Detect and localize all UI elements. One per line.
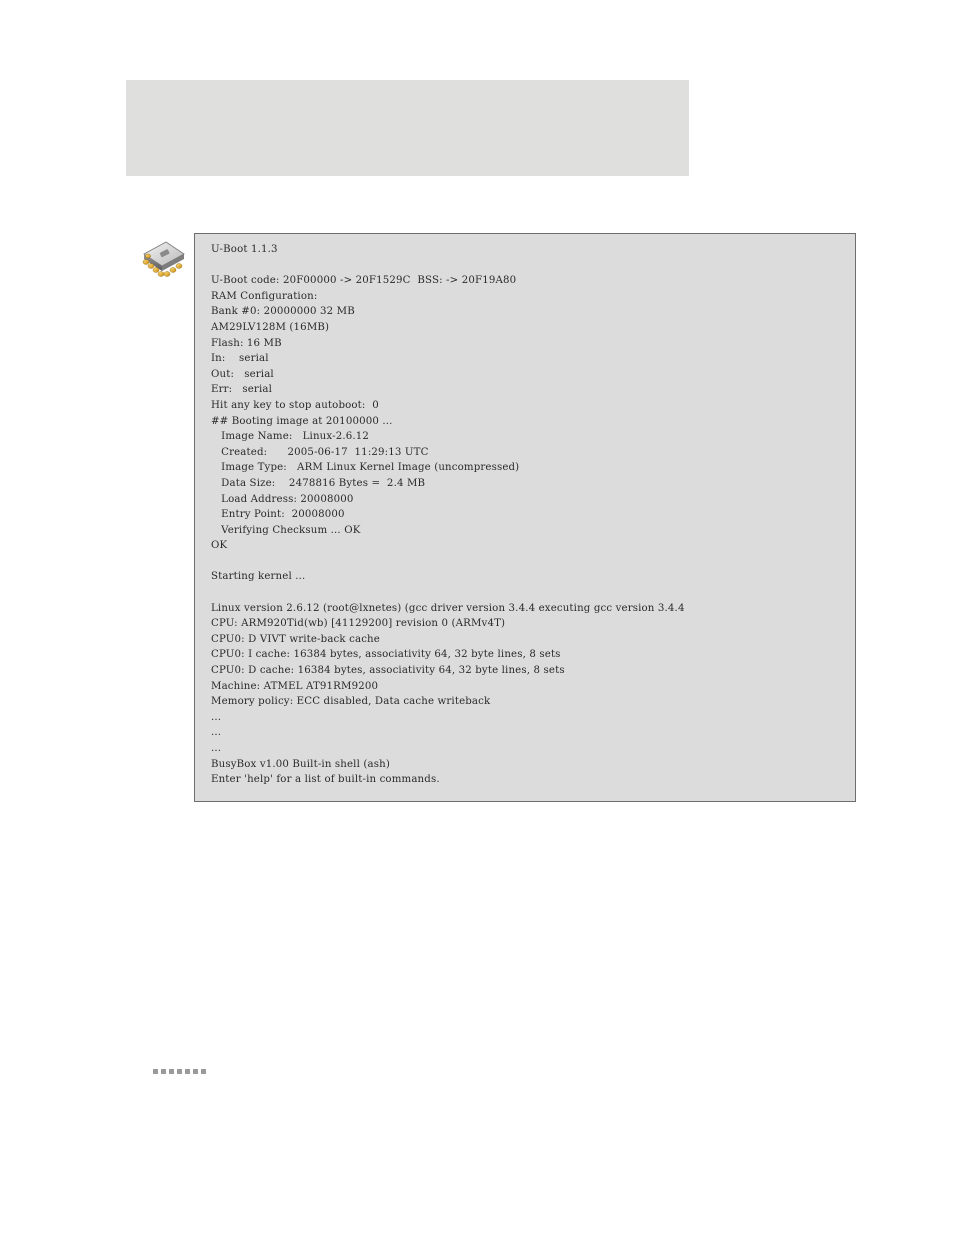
console-line: Machine: ATMEL AT91RM9200 — [211, 680, 379, 692]
console-line: Verifying Checksum ... OK — [211, 524, 361, 536]
footer-dot — [169, 1069, 174, 1074]
page-footer-marker — [153, 1069, 206, 1074]
console-line: AM29LV128M (16MB) — [211, 321, 330, 333]
console-line: In: serial — [211, 353, 269, 365]
footer-dot — [193, 1069, 198, 1074]
console-line: U-Boot code: 20F00000 -> 20F1529C BSS: -> 20F19A80 — [211, 275, 517, 287]
console-output-box — [194, 233, 856, 802]
console-line: Load Address: 20008000 — [211, 493, 354, 505]
footer-dot — [161, 1069, 166, 1074]
console-line: OK — [211, 540, 228, 552]
console-line: Created: 2005-06-17 11:29:13 UTC — [211, 446, 429, 458]
console-line: Enter 'help' for a list of built-in commands. — [211, 774, 440, 786]
console-line: Image Name: Linux-2.6.12 — [211, 431, 369, 443]
console-line: Starting kernel ... — [211, 571, 306, 583]
console-line: CPU0: D cache: 16384 bytes, associativity 64, 32 byte lines, 8 sets — [211, 665, 565, 677]
console-line — [211, 258, 685, 274]
console-line: Linux version 2.6.12 (root@lxnetes) (gcc driver version 3.4.4 executing gcc version 3.4.4 — [211, 602, 685, 614]
memory-chip-icon — [138, 236, 188, 280]
footer-dot — [201, 1069, 206, 1074]
console-line: ... — [211, 743, 222, 754]
console-line: ... — [211, 727, 222, 739]
console-line: CPU0: I cache: 16384 bytes, associativity 64, 32 byte lines, 8 sets — [211, 649, 561, 661]
console-line: CPU: ARM920Tid(wb) [41129200] revision 0 (ARMv4T) — [211, 618, 506, 630]
console-line: ... — [211, 711, 222, 723]
console-line: Bank #0: 20000000 32 MB — [211, 306, 355, 318]
console-line: Hit any key to stop autoboot: 0 — [211, 399, 379, 411]
console-line: Data Size: 2478816 Bytes = 2.4 MB — [211, 477, 426, 489]
footer-dot — [185, 1069, 190, 1074]
console-line: Err: serial — [211, 384, 272, 396]
console-line — [211, 554, 685, 570]
console-output — [211, 242, 685, 788]
header-band — [126, 80, 689, 176]
console-line: BusyBox v1.00 Built-in shell (ash) — [211, 758, 390, 770]
footer-dot — [153, 1069, 158, 1074]
console-line: RAM Configuration: — [211, 290, 318, 302]
console-line: Out: serial — [211, 368, 274, 380]
console-line: Memory policy: ECC disabled, Data cache writeback — [211, 696, 491, 708]
console-line: Entry Point: 20008000 — [211, 509, 345, 521]
console-line: Image Type: ARM Linux Kernel Image (uncompressed) — [211, 462, 520, 474]
console-line: CPU0: D VIVT write-back cache — [211, 633, 380, 645]
footer-dot — [177, 1069, 182, 1074]
console-line: Flash: 16 MB — [211, 337, 282, 349]
console-line: ## Booting image at 20100000 ... — [211, 415, 393, 427]
console-line — [211, 585, 685, 601]
console-line: U-Boot 1.1.3 — [211, 244, 278, 255]
